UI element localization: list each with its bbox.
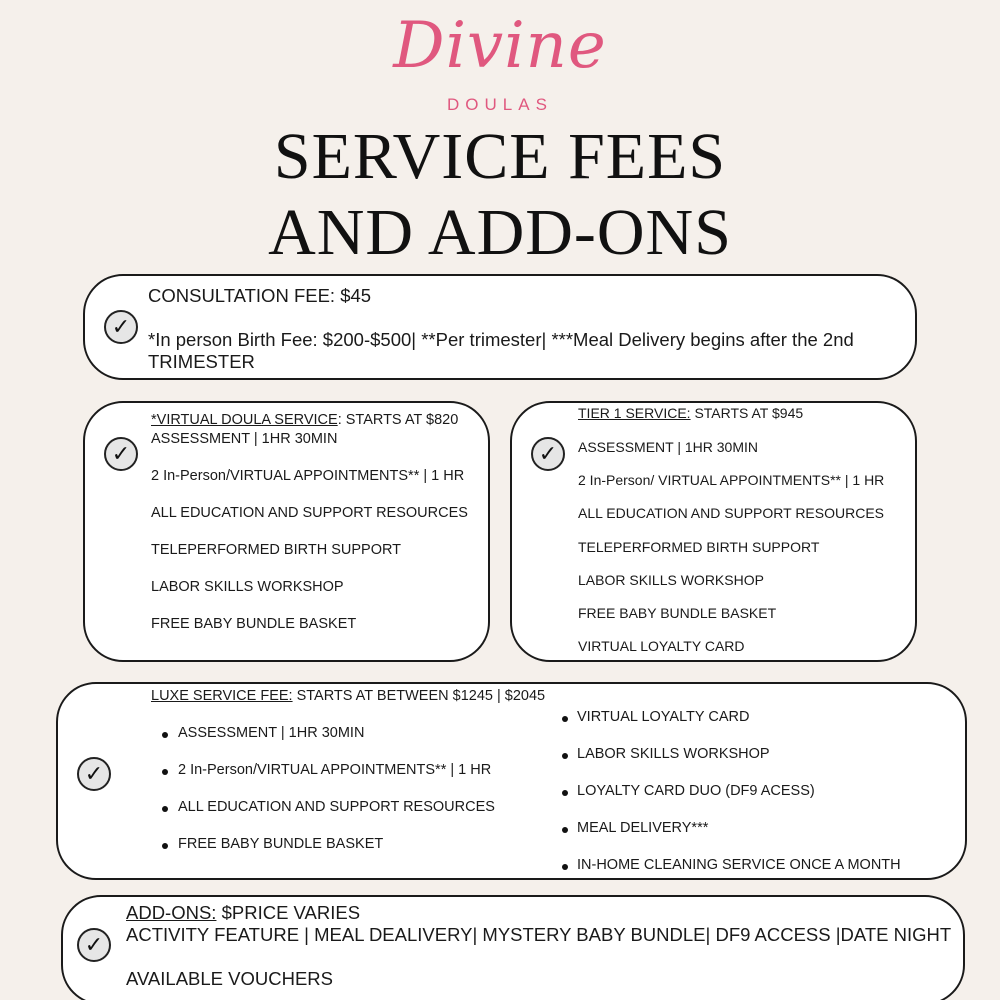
list-item: VIRTUAL LOYALTY CARD bbox=[577, 709, 750, 725]
list-item: LABOR SKILLS WORKSHOP bbox=[151, 579, 344, 595]
virtual-doula-card bbox=[83, 401, 490, 662]
bullet-icon bbox=[162, 732, 168, 738]
list-item: TELEPERFORMED BIRTH SUPPORT bbox=[578, 539, 820, 555]
brand-logo-subtitle: DOULAS bbox=[447, 95, 553, 114]
virtual-heading-label: *VIRTUAL DOULA SERVICE bbox=[151, 412, 338, 428]
bullet-icon bbox=[562, 864, 568, 870]
list-item: LABOR SKILLS WORKSHOP bbox=[578, 572, 764, 588]
bullet-icon bbox=[562, 716, 568, 722]
list-item: 2 In-Person/VIRTUAL APPOINTMENTS** | 1 HR bbox=[178, 762, 492, 778]
list-item: VIRTUAL LOYALTY CARD bbox=[578, 638, 745, 654]
add-ons-card bbox=[61, 895, 965, 1000]
luxe-heading bbox=[151, 688, 545, 704]
luxe-heading-price: STARTS AT BETWEEN $1245 | $2045 bbox=[292, 688, 546, 704]
bullet-icon bbox=[562, 753, 568, 759]
add-ons-line-1: ACTIVITY FEATURE | MEAL DEALIVERY| MYSTERY BABY BUNDLE| DF9 ACCESS |DATE NIGHT bbox=[126, 924, 952, 945]
checkmark-icon: ✓ bbox=[104, 310, 138, 344]
virtual-heading bbox=[151, 412, 458, 428]
list-item: ASSESSMENT | 1HR 30MIN bbox=[151, 431, 338, 447]
checkmark-icon: ✓ bbox=[531, 437, 565, 471]
list-item: FREE BABY BUNDLE BASKET bbox=[178, 836, 384, 852]
checkmark-icon: ✓ bbox=[104, 437, 138, 471]
add-ons-heading-price: $PRICE VARIES bbox=[216, 902, 361, 923]
consultation-note-line-1: *In person Birth Fee: $200-$500| **Per trimester| ***Meal Delivery begins after the 2nd bbox=[148, 329, 854, 350]
page-title-line-2: AND ADD-ONS bbox=[268, 196, 732, 269]
tier-1-heading-label: TIER 1 SERVICE: bbox=[578, 405, 691, 421]
checkmark-icon: ✓ bbox=[77, 928, 111, 962]
list-item: ALL EDUCATION AND SUPPORT RESOURCES bbox=[151, 505, 468, 521]
list-item: LABOR SKILLS WORKSHOP bbox=[577, 746, 770, 762]
list-item: TELEPERFORMED BIRTH SUPPORT bbox=[151, 542, 402, 558]
list-item: IN-HOME CLEANING SERVICE ONCE A MONTH bbox=[577, 857, 901, 873]
luxe-heading-label: LUXE SERVICE FEE: bbox=[151, 688, 293, 704]
list-item: MEAL DELIVERY*** bbox=[577, 820, 709, 836]
list-item: ASSESSMENT | 1HR 30MIN bbox=[178, 725, 365, 741]
list-item: 2 In-Person/ VIRTUAL APPOINTMENTS** | 1 HR bbox=[578, 472, 885, 488]
bullet-icon bbox=[162, 806, 168, 812]
list-item: FREE BABY BUNDLE BASKET bbox=[578, 605, 777, 621]
bullet-icon bbox=[562, 790, 568, 796]
checkmark-icon: ✓ bbox=[77, 757, 111, 791]
luxe-card bbox=[56, 682, 967, 880]
virtual-heading-price: : STARTS AT $820 bbox=[337, 412, 459, 428]
consultation-fee: CONSULTATION FEE: $45 bbox=[148, 285, 372, 306]
bullet-icon bbox=[162, 769, 168, 775]
brand-logo-script: Divine bbox=[393, 9, 607, 83]
tier-1-card bbox=[510, 401, 917, 662]
consultation-card bbox=[83, 274, 917, 380]
add-ons-line-2: AVAILABLE VOUCHERS bbox=[126, 968, 333, 989]
list-item: 2 In-Person/VIRTUAL APPOINTMENTS** | 1 HR bbox=[151, 468, 465, 484]
tier-1-heading bbox=[578, 405, 803, 421]
list-item: ALL EDUCATION AND SUPPORT RESOURCES bbox=[578, 505, 884, 521]
list-item: LOYALTY CARD DUO (DF9 ACESS) bbox=[577, 783, 815, 799]
tier-1-heading-price: STARTS AT $945 bbox=[690, 405, 804, 421]
add-ons-heading-label: ADD-ONS: bbox=[126, 902, 217, 923]
add-ons-heading bbox=[126, 902, 360, 924]
list-item: ASSESSMENT | 1HR 30MIN bbox=[578, 439, 758, 455]
list-item: FREE BABY BUNDLE BASKET bbox=[151, 616, 357, 632]
bullet-icon bbox=[562, 827, 568, 833]
page-title-line-1: SERVICE FEES bbox=[273, 120, 727, 193]
consultation-note-line-2: TRIMESTER bbox=[148, 351, 255, 372]
bullet-icon bbox=[162, 843, 168, 849]
list-item: ALL EDUCATION AND SUPPORT RESOURCES bbox=[178, 799, 495, 815]
